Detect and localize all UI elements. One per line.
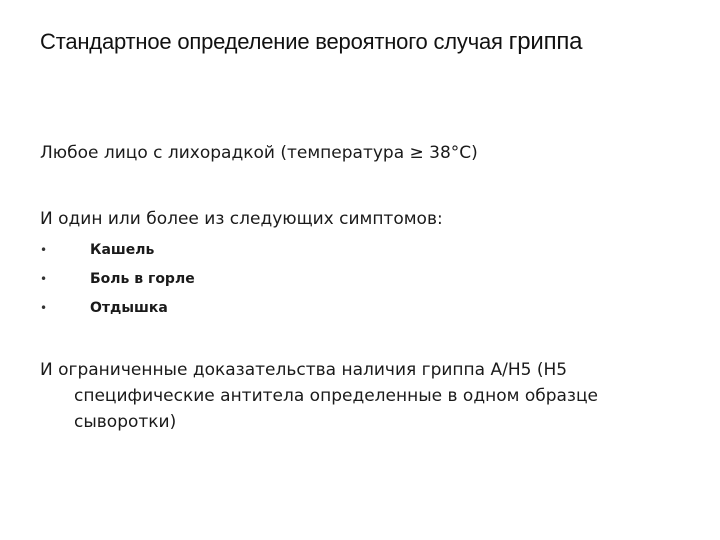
symptom-label: Боль в горле xyxy=(90,271,195,287)
symptom-label: Отдышка xyxy=(90,300,168,316)
slide-title-last-word: гриппа xyxy=(508,28,583,55)
evidence-line-2: специфические антитела определенные в одном образце xyxy=(74,386,598,406)
evidence-line-1: И ограниченные доказательства наличия гриппа А/Н5 (Н5 xyxy=(40,360,568,380)
bullet-icon: • xyxy=(40,243,48,257)
symptom-label: Кашель xyxy=(90,242,155,258)
slide-title xyxy=(40,28,710,56)
evidence-line-3: сыворотки) xyxy=(74,412,177,432)
fever-criterion-text: Любое лицо с лихорадкой (температура ≥ 38°С) xyxy=(40,143,478,163)
bullet-icon: • xyxy=(40,301,48,315)
evidence-criterion-text xyxy=(40,357,680,435)
symptoms-intro-text: И один или более из следующих симптомов: xyxy=(40,209,443,229)
bullet-icon: • xyxy=(40,272,48,286)
slide-title-main: Стандартное определение вероятного случая xyxy=(40,29,503,54)
